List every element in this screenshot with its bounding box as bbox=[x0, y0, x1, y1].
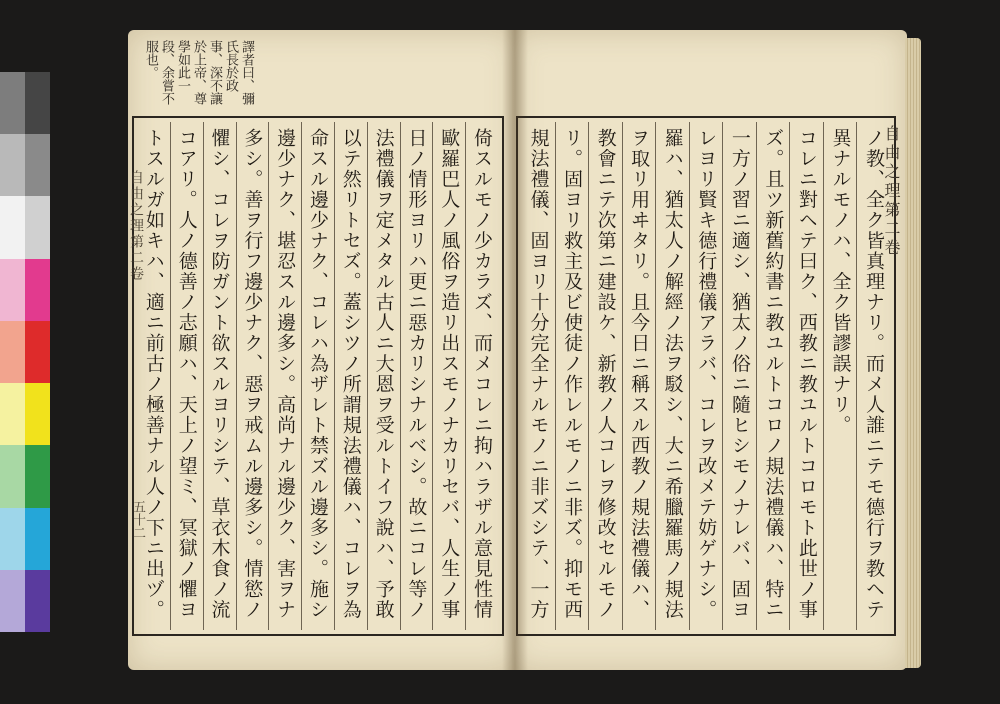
calibration-swatch bbox=[0, 445, 25, 507]
right-text-frame bbox=[516, 116, 896, 636]
text-column: 倚スルモノ少カラズ、而メコレニ拘ハラザル意見性情 bbox=[465, 122, 498, 630]
note-line: 氏長於政 bbox=[223, 40, 238, 92]
text-column: 一方ノ習ニ適シ、猶太ノ俗ニ隨ヒシモノナレバ、固ヨ bbox=[722, 122, 756, 630]
calibration-swatch bbox=[25, 445, 50, 507]
book-gutter bbox=[502, 30, 528, 670]
calibration-swatch bbox=[0, 134, 25, 196]
text-column: 以テ然リトセズ。蓋シツノ所謂規法禮儀ハ、コレヲ為 bbox=[334, 122, 367, 630]
calibration-swatch bbox=[25, 383, 50, 445]
left-page bbox=[128, 30, 516, 670]
note-line: 段、余嘗不 bbox=[159, 40, 174, 105]
calibration-swatch bbox=[0, 321, 25, 383]
text-column: リ。固ヨリ救主及ビ使徒ノ作レルモノニ非ズ。抑モ西 bbox=[555, 122, 589, 630]
note-line: 服也。 bbox=[143, 40, 158, 79]
folio-number: 五十二 bbox=[130, 500, 145, 539]
open-book bbox=[120, 30, 920, 680]
calibration-swatch bbox=[0, 196, 25, 258]
text-column: 規法禮儀、固ヨリ十分完全ナルモノニ非ズシテ、一方 bbox=[527, 128, 550, 620]
text-column: 多シ。善ヲ行フ邊少ナク、惡ヲ戒ムル邊多シ。情慾ノ bbox=[236, 122, 269, 630]
text-column: ズ。且ツ新舊約書ニ教ユルトコロノ規法禮儀ハ、特ニ bbox=[756, 122, 790, 630]
left-columns bbox=[138, 122, 498, 630]
note-line: 於上帝、尊 bbox=[191, 40, 206, 105]
calibration-swatch bbox=[25, 259, 50, 321]
text-column: 命スル邊少ナク、コレハ為ザレト禁ズル邊多シ。施シ bbox=[301, 122, 334, 630]
right-page bbox=[512, 30, 907, 670]
text-column: 教會ニテ次第ニ建設ケ、新教ノ人コレヲ修改セルモノ bbox=[588, 122, 622, 630]
text-column: 歐羅巴人ノ風俗ヲ造リ出スモノナカリセバ、人生ノ事 bbox=[432, 122, 465, 630]
calibration-swatch bbox=[0, 259, 25, 321]
calibration-swatch bbox=[0, 72, 25, 134]
calibration-swatch bbox=[25, 196, 50, 258]
page-edges bbox=[905, 38, 921, 668]
text-column: トスルガ如キハ、適ニ前古ノ極善ナル人ノ下ニ出ヅ。 bbox=[142, 128, 165, 620]
note-line: 學如此一 bbox=[175, 40, 190, 92]
note-line: 譯者曰、彌 bbox=[239, 40, 254, 105]
calibration-row bbox=[0, 259, 50, 321]
calibration-swatch bbox=[0, 508, 25, 570]
calibration-row bbox=[0, 134, 50, 196]
calibration-swatch bbox=[0, 570, 25, 632]
calibration-swatch bbox=[25, 321, 50, 383]
calibration-row bbox=[0, 570, 50, 632]
text-column: ヲ取リ用ヰタリ。且今日ニ稱スル西教ノ規法禮儀ハ、 bbox=[622, 122, 656, 630]
left-margin-title: 自由之理第二卷 bbox=[128, 170, 144, 282]
translator-note bbox=[142, 40, 254, 112]
text-column: 法禮儀ヲ定メタル古人ニ大恩ヲ受ルトイフ說ハ、予敢 bbox=[367, 122, 400, 630]
text-column: ノ教、全ク皆真理ナリ。而メ人誰ニテモ德行ヲ教ヘテ bbox=[856, 122, 890, 630]
calibration-swatch bbox=[25, 508, 50, 570]
calibration-swatch bbox=[25, 570, 50, 632]
text-column: 異ナルモノハ、全ク皆謬誤ナリ。 bbox=[823, 122, 857, 630]
text-column: コアリ。人ノ德善ノ志願ハ、天上ノ望ミ、冥獄ノ懼ヨ bbox=[170, 122, 203, 630]
note-line: 事、深不讓 bbox=[207, 40, 222, 105]
text-column: 懼シ、コレヲ防ガント欲スルヨリシテ、草衣木食ノ流 bbox=[203, 122, 236, 630]
right-margin-title: 自由之理第二卷 bbox=[882, 125, 901, 258]
calibration-row bbox=[0, 508, 50, 570]
text-column: コレニ對ヘテ曰ク、西教ニ教ユルトコロモト此世ノ事 bbox=[789, 122, 823, 630]
calibration-row bbox=[0, 196, 50, 258]
calibration-swatch bbox=[25, 134, 50, 196]
left-text-frame bbox=[132, 116, 504, 636]
text-column: 邊少ナク、堪忍スル邊多シ。高尚ナル邊少ク、害ヲナ bbox=[268, 122, 301, 630]
calibration-row bbox=[0, 321, 50, 383]
text-column: 日ノ情形ヨリハ更ニ惡カリシナルベシ。故ニコレ等ノ bbox=[400, 122, 433, 630]
color-calibration-strip bbox=[0, 72, 50, 632]
right-columns bbox=[522, 122, 890, 630]
calibration-row bbox=[0, 72, 50, 134]
calibration-row bbox=[0, 383, 50, 445]
text-column: 羅ハ、猶太人ノ解經ノ法ヲ駁シ、大ニ希臘羅馬ノ規法 bbox=[655, 122, 689, 630]
calibration-swatch bbox=[25, 72, 50, 134]
text-column: レヨリ賢キ德行禮儀アラバ、コレヲ改メテ妨ゲナシ。 bbox=[689, 122, 723, 630]
calibration-row bbox=[0, 445, 50, 507]
calibration-swatch bbox=[0, 383, 25, 445]
